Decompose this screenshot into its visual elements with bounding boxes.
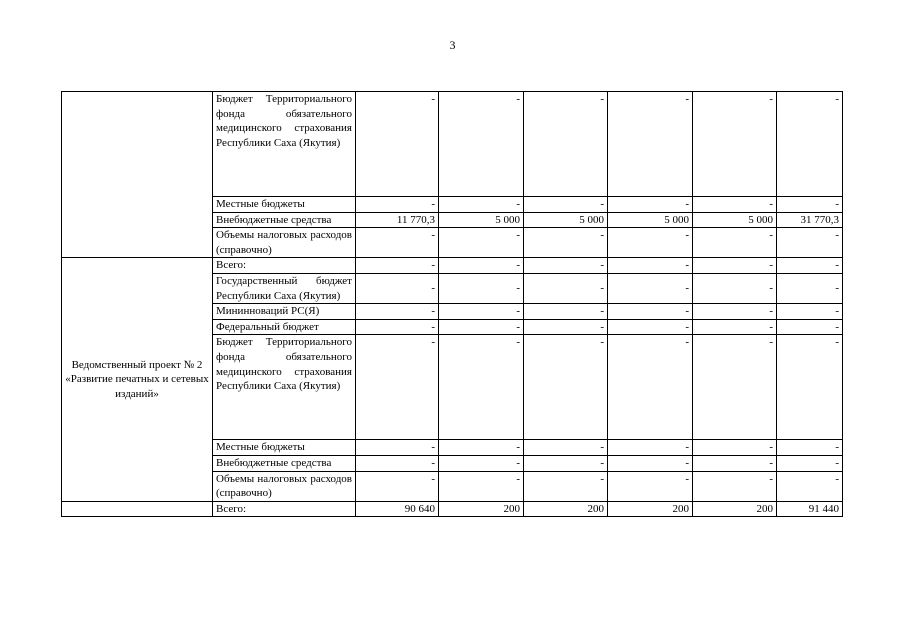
value-cell: -	[777, 258, 843, 274]
value-cell: -	[439, 440, 524, 456]
table-row	[62, 92, 843, 197]
value-cell: -	[693, 335, 777, 440]
value-cell: -	[439, 92, 524, 197]
value-cell: 31 770,3	[777, 212, 843, 228]
value-cell: -	[608, 471, 693, 501]
value-cell: -	[524, 273, 608, 303]
value-cell: -	[439, 471, 524, 501]
value-cell: 5 000	[693, 212, 777, 228]
value-cell: -	[356, 228, 439, 258]
value-cell: -	[608, 455, 693, 471]
value-cell: 200	[524, 501, 608, 517]
value-cell: -	[608, 92, 693, 197]
value-cell: -	[693, 319, 777, 335]
value-cell: -	[524, 92, 608, 197]
value-cell: -	[524, 228, 608, 258]
value-cell: 200	[608, 501, 693, 517]
row-label: Местные бюджеты	[213, 440, 356, 456]
value-cell: -	[608, 304, 693, 320]
value-cell: -	[777, 304, 843, 320]
value-cell: -	[524, 258, 608, 274]
value-cell: -	[524, 455, 608, 471]
value-cell: -	[356, 471, 439, 501]
value-cell: 200	[693, 501, 777, 517]
value-cell: -	[608, 319, 693, 335]
value-cell: 5 000	[524, 212, 608, 228]
row-label: Всего:	[213, 258, 356, 274]
row-label: Местные бюджеты	[213, 197, 356, 213]
row-label: Объемы налоговых расходов (справочно)	[213, 471, 356, 501]
value-cell: -	[356, 92, 439, 197]
row-label: Федеральный бюджет	[213, 319, 356, 335]
value-cell: -	[524, 197, 608, 213]
value-cell: -	[356, 335, 439, 440]
value-cell: -	[777, 440, 843, 456]
project-cell	[62, 501, 213, 517]
value-cell: 200	[439, 501, 524, 517]
value-cell: -	[524, 471, 608, 501]
value-cell: -	[439, 319, 524, 335]
value-cell: -	[777, 273, 843, 303]
value-cell: -	[608, 335, 693, 440]
value-cell: -	[524, 440, 608, 456]
row-label: Всего:	[213, 501, 356, 517]
value-cell: -	[524, 319, 608, 335]
value-cell: -	[777, 197, 843, 213]
row-label: Государственный бюджет Республики Саха (Якутия)	[213, 273, 356, 303]
value-cell: -	[608, 258, 693, 274]
value-cell: -	[693, 92, 777, 197]
value-cell: -	[777, 228, 843, 258]
value-cell: 90 640	[356, 501, 439, 517]
value-cell: -	[777, 471, 843, 501]
table-row	[62, 501, 843, 517]
value-cell: -	[608, 228, 693, 258]
value-cell: -	[439, 197, 524, 213]
value-cell: -	[693, 258, 777, 274]
value-cell: 91 440	[777, 501, 843, 517]
value-cell: -	[608, 440, 693, 456]
project-cell: Ведомственный проект № 2 «Развитие печатных и сетевых изданий»	[62, 258, 213, 501]
value-cell: -	[777, 335, 843, 440]
value-cell: -	[524, 335, 608, 440]
value-cell: -	[693, 273, 777, 303]
value-cell: -	[693, 304, 777, 320]
value-cell: -	[693, 440, 777, 456]
value-cell: -	[356, 319, 439, 335]
value-cell: -	[693, 197, 777, 213]
value-cell: -	[356, 258, 439, 274]
value-cell: -	[439, 455, 524, 471]
value-cell: -	[693, 228, 777, 258]
value-cell: -	[356, 197, 439, 213]
value-cell: -	[439, 304, 524, 320]
value-cell: -	[777, 319, 843, 335]
row-label: Бюджет Территориального фонда обязательного медицинского страхования Республики Саха (Якутия)	[213, 92, 356, 197]
row-label: Объемы налоговых расходов (справочно)	[213, 228, 356, 258]
row-label: Внебюджетные средства	[213, 455, 356, 471]
row-label: Мининноваций РС(Я)	[213, 304, 356, 320]
page-number: 3	[449, 38, 456, 52]
value-cell: -	[356, 273, 439, 303]
value-cell: -	[439, 258, 524, 274]
value-cell: -	[524, 304, 608, 320]
value-cell: -	[439, 273, 524, 303]
value-cell: -	[439, 335, 524, 440]
budget-table	[61, 91, 843, 517]
table-row	[62, 258, 843, 274]
value-cell: -	[608, 197, 693, 213]
value-cell: 5 000	[608, 212, 693, 228]
value-cell: -	[356, 455, 439, 471]
value-cell: -	[356, 440, 439, 456]
value-cell: 5 000	[439, 212, 524, 228]
row-label: Бюджет Территориального фонда обязательного медицинского страхования Республики Саха (Якутия)	[213, 335, 356, 440]
value-cell: -	[693, 471, 777, 501]
value-cell: -	[777, 92, 843, 197]
project-cell	[62, 92, 213, 258]
value-cell: 11 770,3	[356, 212, 439, 228]
value-cell: -	[439, 228, 524, 258]
value-cell: -	[356, 304, 439, 320]
value-cell: -	[693, 455, 777, 471]
value-cell: -	[608, 273, 693, 303]
value-cell: -	[777, 455, 843, 471]
row-label: Внебюджетные средства	[213, 212, 356, 228]
